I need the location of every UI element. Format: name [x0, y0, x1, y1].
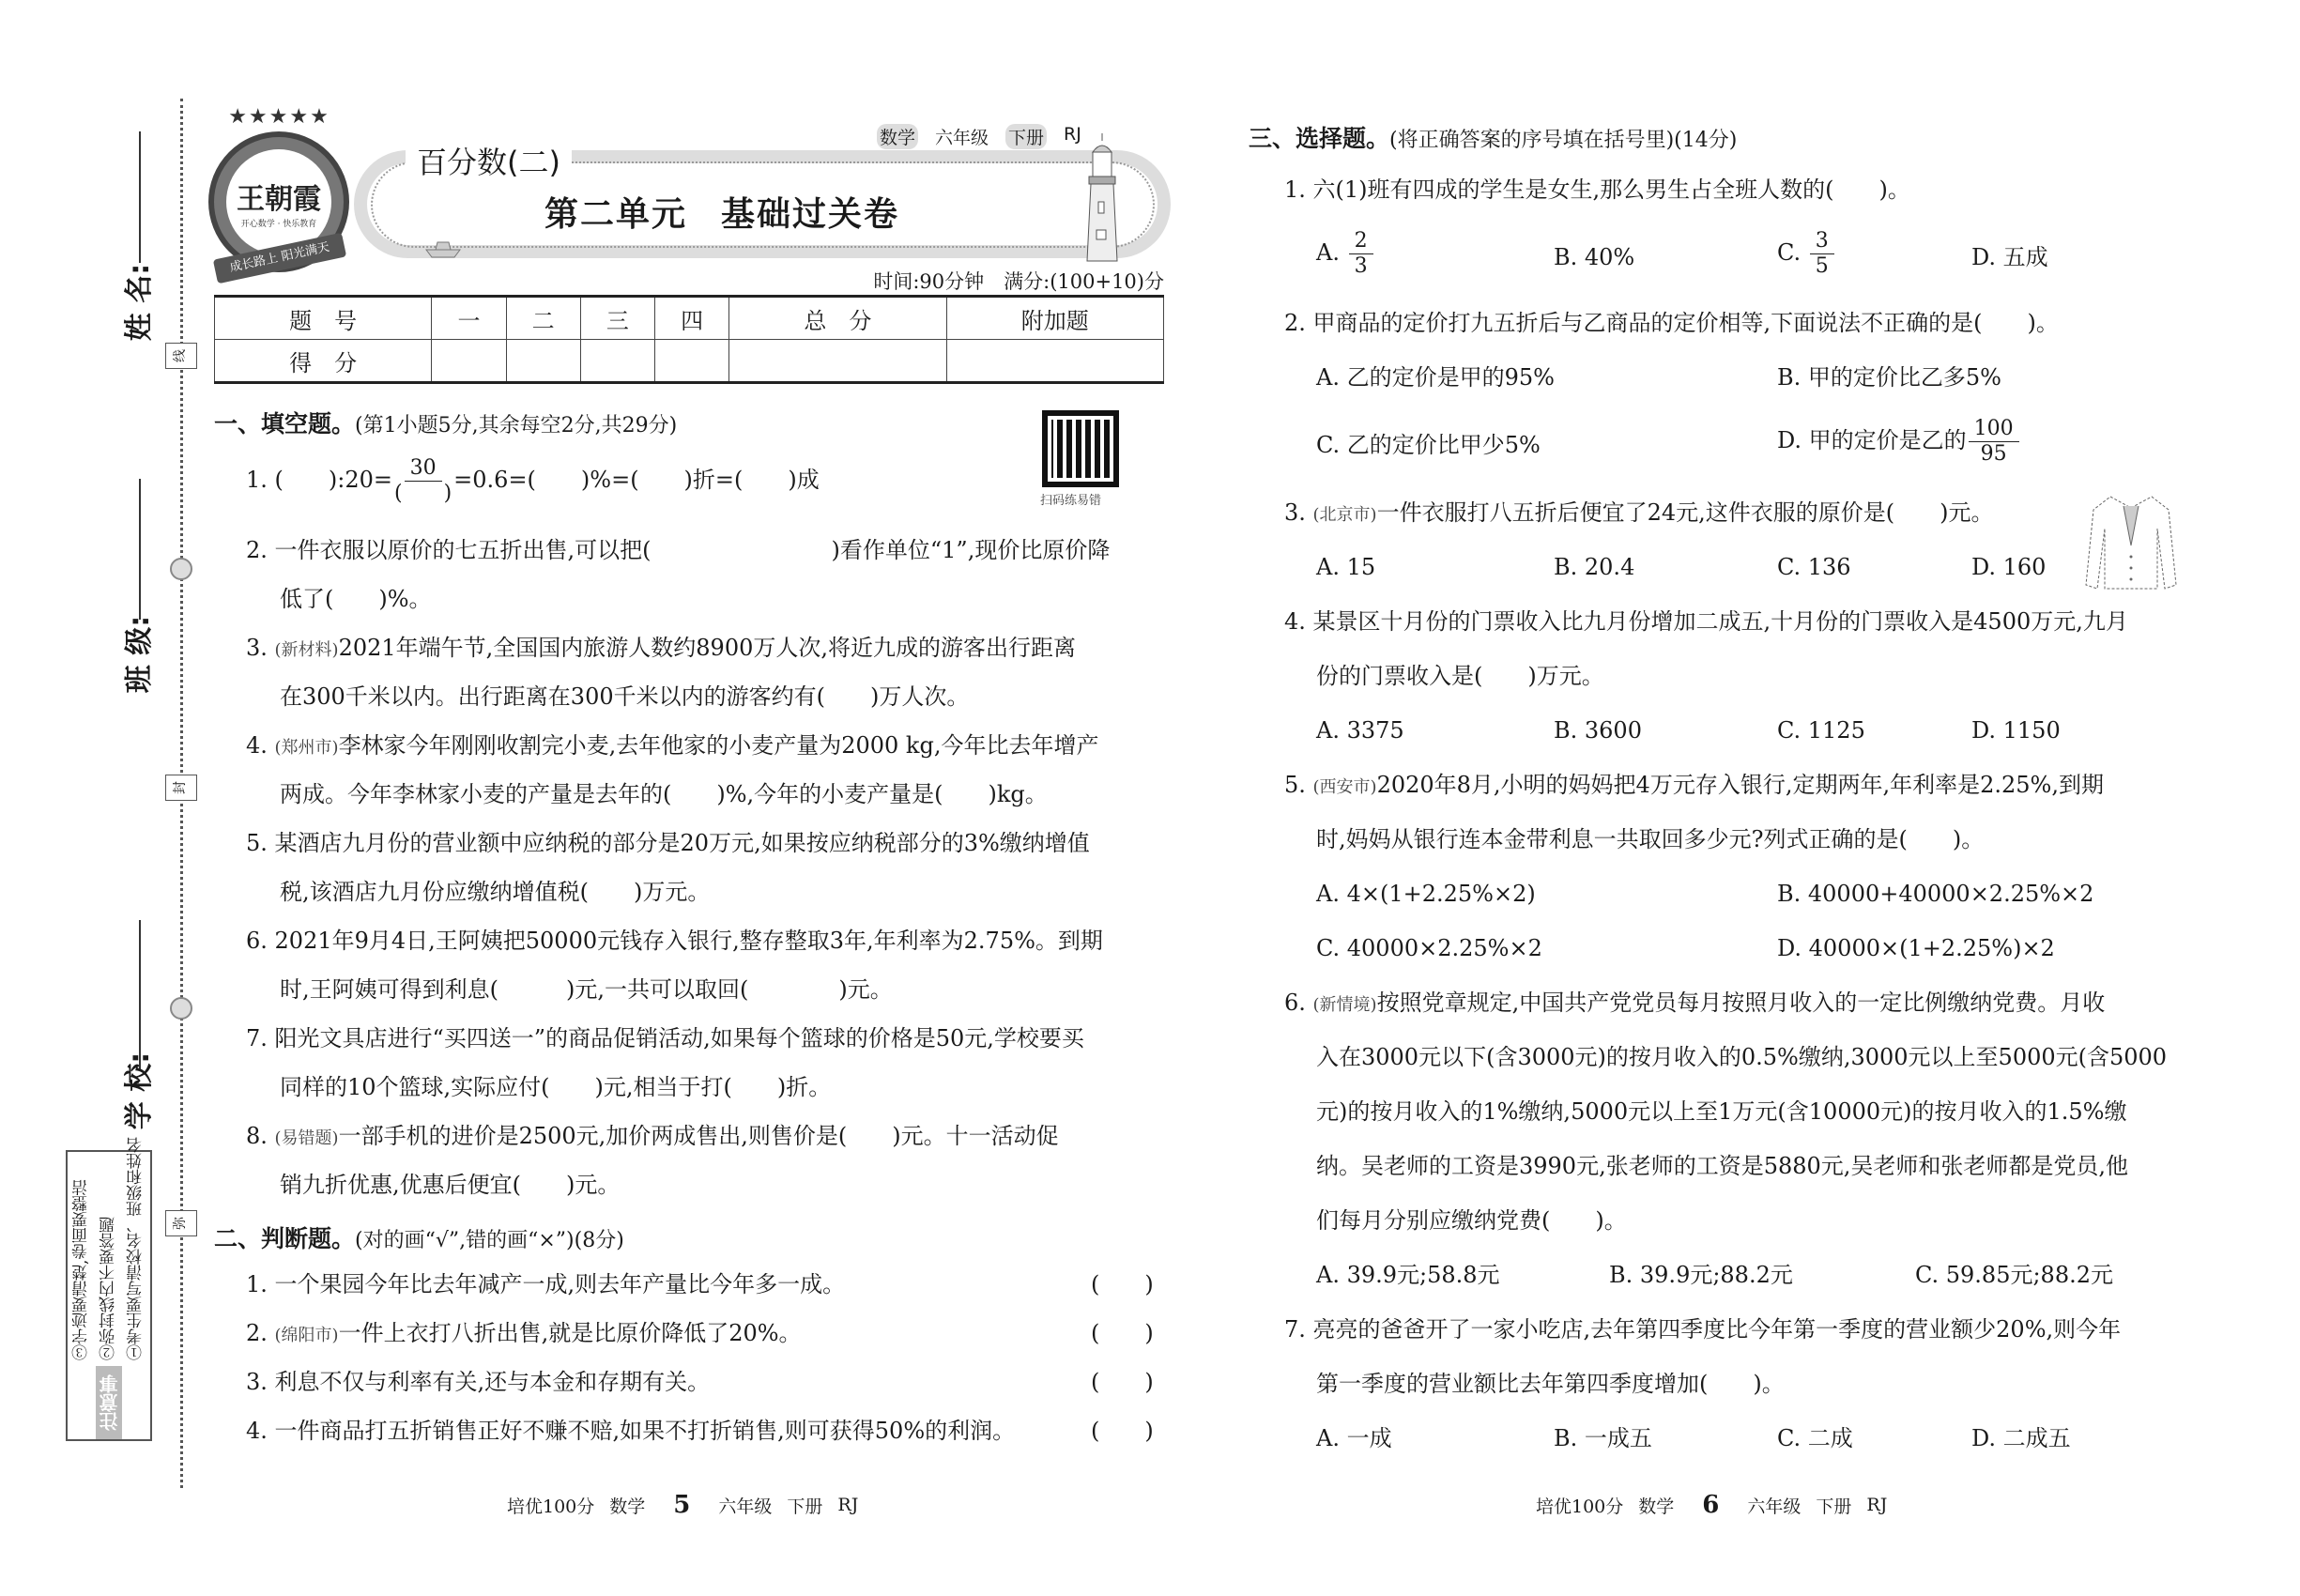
q1-prefix: 1. ( ):20=: [246, 467, 392, 493]
option-b[interactable]: B. 甲的定价比乙多5%: [1777, 364, 2001, 391]
answer-blank[interactable]: ( ): [1091, 1320, 1154, 1346]
option-a[interactable]: A. 4×(1+2.25%×2): [1316, 881, 1536, 907]
footer-series: 培优100分: [1536, 1496, 1624, 1517]
book-tags: [871, 124, 1087, 149]
question-line: 7. 阳光文具店进行“买四送一”的商品促销活动,如果每个篮球的价格是50元,学校要买: [246, 1025, 1084, 1051]
question-line: 份的门票收入是( )万元。: [1316, 663, 1604, 689]
footer-edition: RJ: [1866, 1495, 1888, 1515]
question-line: 入在3000元以下(含3000元)的按月收入的0.5%缴纳,3000元以上至5000元(含5000: [1316, 1044, 2168, 1070]
section-note: (对的画“√”,错的画“×”)(8分): [355, 1229, 624, 1252]
footer-subject: 数学: [609, 1496, 646, 1517]
q-num: 5.: [1284, 772, 1313, 798]
question-line: [246, 633, 1076, 666]
question-line: [1284, 498, 1993, 530]
footer-volume: 下册: [1816, 1496, 1852, 1517]
option-a[interactable]: A. 乙的定价是甲的95%: [1316, 364, 1555, 391]
binding-hole-icon: [170, 997, 192, 1020]
option-c[interactable]: C. 二成: [1777, 1425, 1853, 1451]
answer-blank[interactable]: ( ): [1091, 1418, 1154, 1444]
denominator: 3: [1354, 254, 1368, 278]
tag-grade: 六年级: [935, 128, 989, 148]
shirt-illustration-icon: [2082, 491, 2180, 592]
q-num: 3.: [246, 635, 275, 661]
footer-subject: 数学: [1638, 1496, 1675, 1517]
footer-left: [507, 1491, 858, 1519]
footer-grade: 六年级: [1747, 1496, 1802, 1517]
unit-title-b: 基础过关卷: [721, 195, 900, 234]
question-line: 7. 亮亮的爸爸开了一家小吃店,去年第四季度比今年第一季度的营业额少20%,则今年: [1284, 1316, 2122, 1343]
column-header: 三: [580, 297, 654, 340]
question-line: 低了( )%。: [280, 586, 432, 612]
question-line: 第一季度的营业额比去年第四季度增加( )。: [1316, 1371, 1785, 1397]
q-text: 李林家今年刚刚收割完小麦,去年他家的小麦产量为2000 kg,今年比去年增产: [338, 732, 1099, 759]
column-header: 一: [432, 297, 506, 340]
score-table: [214, 295, 1164, 384]
section-heading: [1249, 120, 1737, 154]
q-text: 一部手机的进价是2500元,加价两成售出,则售价是( )元。十一活动促: [338, 1123, 1059, 1149]
name-underline: [139, 131, 141, 263]
option-d[interactable]: D. 二成五: [1971, 1425, 2071, 1451]
notice-line: ①考生要写清校名、班级和姓名: [126, 1137, 146, 1360]
logo-name: 王朝霞: [237, 182, 321, 216]
q-text: 2020年8月,小明的妈妈把4万元存入银行,定期两年,年利率是2.25%,到期: [1376, 772, 2104, 798]
source-tag: (易错题): [274, 1128, 339, 1148]
question-line: [1284, 770, 2104, 803]
question-line: [246, 1121, 1059, 1154]
question-line: [1284, 988, 2105, 1021]
option-d[interactable]: [1777, 417, 2021, 467]
option-c[interactable]: C. 1125: [1777, 717, 1865, 744]
fraction: [394, 456, 452, 506]
question-line: 时,王阿姨可得到利息( )元,一共可以取回( )元。: [280, 976, 893, 1003]
option-b[interactable]: B. 3600: [1554, 717, 1642, 744]
lighthouse-icon: [1081, 131, 1123, 263]
seal-mark-feng: 封: [165, 775, 197, 801]
option-a[interactable]: [1316, 229, 1375, 279]
question-line: 纳。吴老师的工资是3990元,张老师的工资是5880元,吴老师和张老师都是党员,他: [1316, 1153, 2129, 1179]
tag-subject: 数学: [877, 124, 918, 149]
score-cell[interactable]: [946, 340, 1163, 383]
fraction: [1810, 229, 1834, 279]
page-title: [544, 188, 933, 236]
notice-box: [66, 1137, 152, 1441]
footer-grade: 六年级: [718, 1496, 773, 1517]
option-a[interactable]: A. 39.9元;58.8元: [1316, 1262, 1500, 1288]
answer-blank[interactable]: ( ): [1091, 1271, 1154, 1297]
page-number: 5: [673, 1491, 691, 1519]
option-d[interactable]: D. 40000×(1+2.25%)×2: [1777, 935, 2055, 961]
score-cell[interactable]: [580, 340, 654, 383]
name-label: 姓 名:: [123, 263, 157, 342]
numerator: 2: [1349, 229, 1373, 254]
page-number: 6: [1702, 1491, 1720, 1519]
question-line: 1. 六(1)班有四成的学生是女生,那么男生占全班人数的( )。: [1284, 176, 1910, 203]
notice-title: 注意事项: [96, 1366, 122, 1439]
ship-icon: [424, 235, 462, 259]
source-tag: (郑州市): [274, 738, 339, 758]
tag-volume: 下册: [1005, 124, 1047, 149]
school-underline: [139, 920, 141, 1070]
score-cell[interactable]: [432, 340, 506, 383]
denominator: 5: [1815, 254, 1829, 278]
question-line: 同样的10个篮球,实际应付( )元,相当于打( )折。: [280, 1074, 832, 1100]
option-a[interactable]: A. 3375: [1316, 717, 1404, 744]
qr-code-icon[interactable]: [1042, 410, 1119, 487]
tag-edition: RJ: [1064, 124, 1081, 145]
option-b[interactable]: B. 40000+40000×2.25%×2: [1777, 881, 2094, 907]
school-label: 学 校:: [123, 1051, 157, 1130]
q-text: 一件衣服打八五折后便宜了24元,这件衣服的原价是( )元。: [1376, 499, 1994, 526]
source-tag: (新情境): [1312, 995, 1377, 1015]
question-line: 两成。今年李林家小麦的产量是去年的( )%,今年的小麦产量是( )kg。: [280, 781, 1048, 807]
footer-right: [1536, 1491, 1887, 1519]
option-d[interactable]: D. 五成: [1971, 244, 2048, 270]
option-d[interactable]: D. 160: [1971, 554, 2047, 580]
option-b[interactable]: B. 40%: [1554, 244, 1635, 270]
section-note: (第1小题5分,其余每空2分,共29分): [355, 414, 678, 437]
notice-line: ②弥封线内不要答题: [99, 1217, 118, 1360]
q1-suffix: =0.6=( )%=( )折=( )成: [453, 467, 820, 493]
answer-blank[interactable]: ( ): [1091, 1369, 1154, 1395]
fraction: [1349, 229, 1373, 279]
notice-line: ③字迹要清楚,卷面要整洁: [72, 1179, 92, 1360]
section-title: 二、判断题。: [214, 1225, 356, 1252]
q-num: 2.: [246, 1320, 275, 1346]
judge-item: 1. 一个果园今年比去年减产一成,则去年产量比今年多一成。: [246, 1271, 846, 1297]
option-a[interactable]: A. 15: [1316, 554, 1376, 580]
row-header: 得 分: [215, 340, 432, 383]
column-header: 四: [655, 297, 729, 340]
footer-volume: 下册: [787, 1496, 823, 1517]
row-header: 题 号: [215, 297, 432, 340]
option-a[interactable]: A. 一成: [1316, 1425, 1392, 1451]
question-line: 税,该酒店九月份应缴纳增值税( )万元。: [280, 879, 711, 905]
q-num: 8.: [246, 1123, 275, 1149]
fraction: [1969, 417, 2019, 467]
option-c[interactable]: C. 40000×2.25%×2: [1316, 935, 1542, 961]
section-title: 三、选择题。: [1249, 125, 1390, 152]
option-label: A.: [1316, 239, 1347, 266]
seal-mark-xian: 线: [165, 343, 197, 369]
denominator: ( ): [394, 482, 452, 505]
question-line: 2. 甲商品的定价打九五折后与乙商品的定价相等,下面说法不正确的是( )。: [1284, 310, 2059, 336]
source-tag: (北京市): [1312, 505, 1377, 525]
judge-item: [246, 1318, 802, 1351]
logo-tag: 开心数学 · 快乐教育: [240, 219, 317, 229]
option-c[interactable]: [1777, 229, 1836, 279]
option-b[interactable]: B. 39.9元;88.2元: [1609, 1262, 1793, 1288]
judge-item: 3. 利息不仅与利率有关,还与本金和存期有关。: [246, 1369, 711, 1395]
numerator: 100: [1969, 417, 2019, 442]
question-line: 5. 某酒店九月份的营业额中应纳税的部分是20万元,如果按应纳税部分的3%缴纳增值: [246, 830, 1090, 856]
option-c[interactable]: C. 乙的定价比甲少5%: [1316, 432, 1541, 458]
source-tag: (绵阳市): [274, 1326, 339, 1345]
q-num: 4.: [246, 732, 275, 759]
source-tag: (西安市): [1312, 777, 1377, 797]
section-title: 一、填空题。: [214, 410, 356, 437]
unit-title-a: 第二单元: [544, 195, 688, 234]
option-c[interactable]: C. 59.85元;88.2元: [1915, 1262, 2113, 1288]
table-row: [215, 340, 1164, 383]
q-num: 6.: [1284, 990, 1313, 1016]
chapter-subtitle: 百分数(二): [406, 139, 572, 182]
option-label: C.: [1777, 239, 1808, 266]
question-line: 6. 2021年9月4日,王阿姨把50000元钱存入银行,整存整取3年,年利率为2.75%。到期: [246, 928, 1103, 954]
q-text: 一件上衣打八折出售,就是比原价降低了20%。: [338, 1320, 802, 1346]
table-row: [215, 297, 1164, 340]
section-heading: [214, 1220, 624, 1254]
score-cell[interactable]: [506, 340, 580, 383]
class-underline: [139, 479, 141, 620]
class-label: 班 级:: [123, 615, 157, 694]
question-line: 元)的按月收入的1%缴纳,5000元以上至1万元(含10000元)的按月收入的1.5%缴: [1316, 1098, 2127, 1125]
score-cell[interactable]: [655, 340, 729, 383]
stars-icon: ★★★★★: [228, 105, 330, 129]
question-line: 2. 一件衣服以原价的七五折出售,可以把( )看作单位“1”,现价比原价降: [246, 537, 1111, 563]
binding-hole-icon: [170, 558, 192, 580]
q-num: 3.: [1284, 499, 1313, 526]
option-c[interactable]: C. 136: [1777, 554, 1851, 580]
q-text: 2021年端午节,全国国内旅游人数约8900万人次,将近九成的游客出行距离: [338, 635, 1076, 661]
q-text: 按照党章规定,中国共产党党员每月按照月收入的一定比例缴纳党费。月收: [1376, 990, 2106, 1016]
section-note: (将正确答案的序号填在括号里)(14分): [1389, 129, 1738, 152]
column-header: 总 分: [729, 297, 946, 340]
judge-item: 4. 一件商品打五折销售正好不赚不赔,如果不打折销售,则可获得50%的利润。: [246, 1418, 1016, 1444]
logo-ribbon: 成长路上 阳光满天: [213, 233, 346, 284]
question-line: 时,妈妈从银行连本金带利息一共取回多少元?列式正确的是( )。: [1316, 826, 1985, 852]
column-header: 二: [506, 297, 580, 340]
footer-edition: RJ: [837, 1495, 859, 1515]
question-line: [246, 730, 1098, 763]
seal-mark-mi: 弥: [165, 1210, 197, 1236]
question-1: [246, 456, 820, 506]
numerator: 3: [1810, 229, 1834, 254]
option-b[interactable]: B. 一成五: [1554, 1425, 1652, 1451]
question-line: 4. 某景区十月份的门票收入比九月份增加二成五,十月份的门票收入是4500万元,九月: [1284, 608, 2128, 635]
denominator: 95: [1980, 442, 2007, 466]
time-and-score-info: 时间:90分钟 满分:(100+10)分: [873, 270, 1164, 293]
column-header: 附加题: [946, 297, 1163, 340]
source-tag: (新材料): [274, 640, 339, 660]
question-line: 们每月分别应缴纳党费( )。: [1316, 1207, 1627, 1234]
score-cell[interactable]: [729, 340, 946, 383]
option-d[interactable]: D. 1150: [1971, 717, 2061, 744]
qr-caption: 扫码练易错: [1040, 494, 1102, 508]
section-heading: [214, 406, 677, 439]
numerator: 30: [405, 456, 442, 482]
footer-series: 培优100分: [507, 1496, 595, 1517]
option-b[interactable]: B. 20.4: [1554, 554, 1635, 580]
question-line: 在300千米以内。出行距离在300千米以内的游客约有( )万人次。: [280, 683, 970, 710]
option-label: D. 甲的定价是乙的: [1777, 427, 1967, 453]
question-line: 销九折优惠,优惠后便宜( )元。: [280, 1172, 621, 1198]
